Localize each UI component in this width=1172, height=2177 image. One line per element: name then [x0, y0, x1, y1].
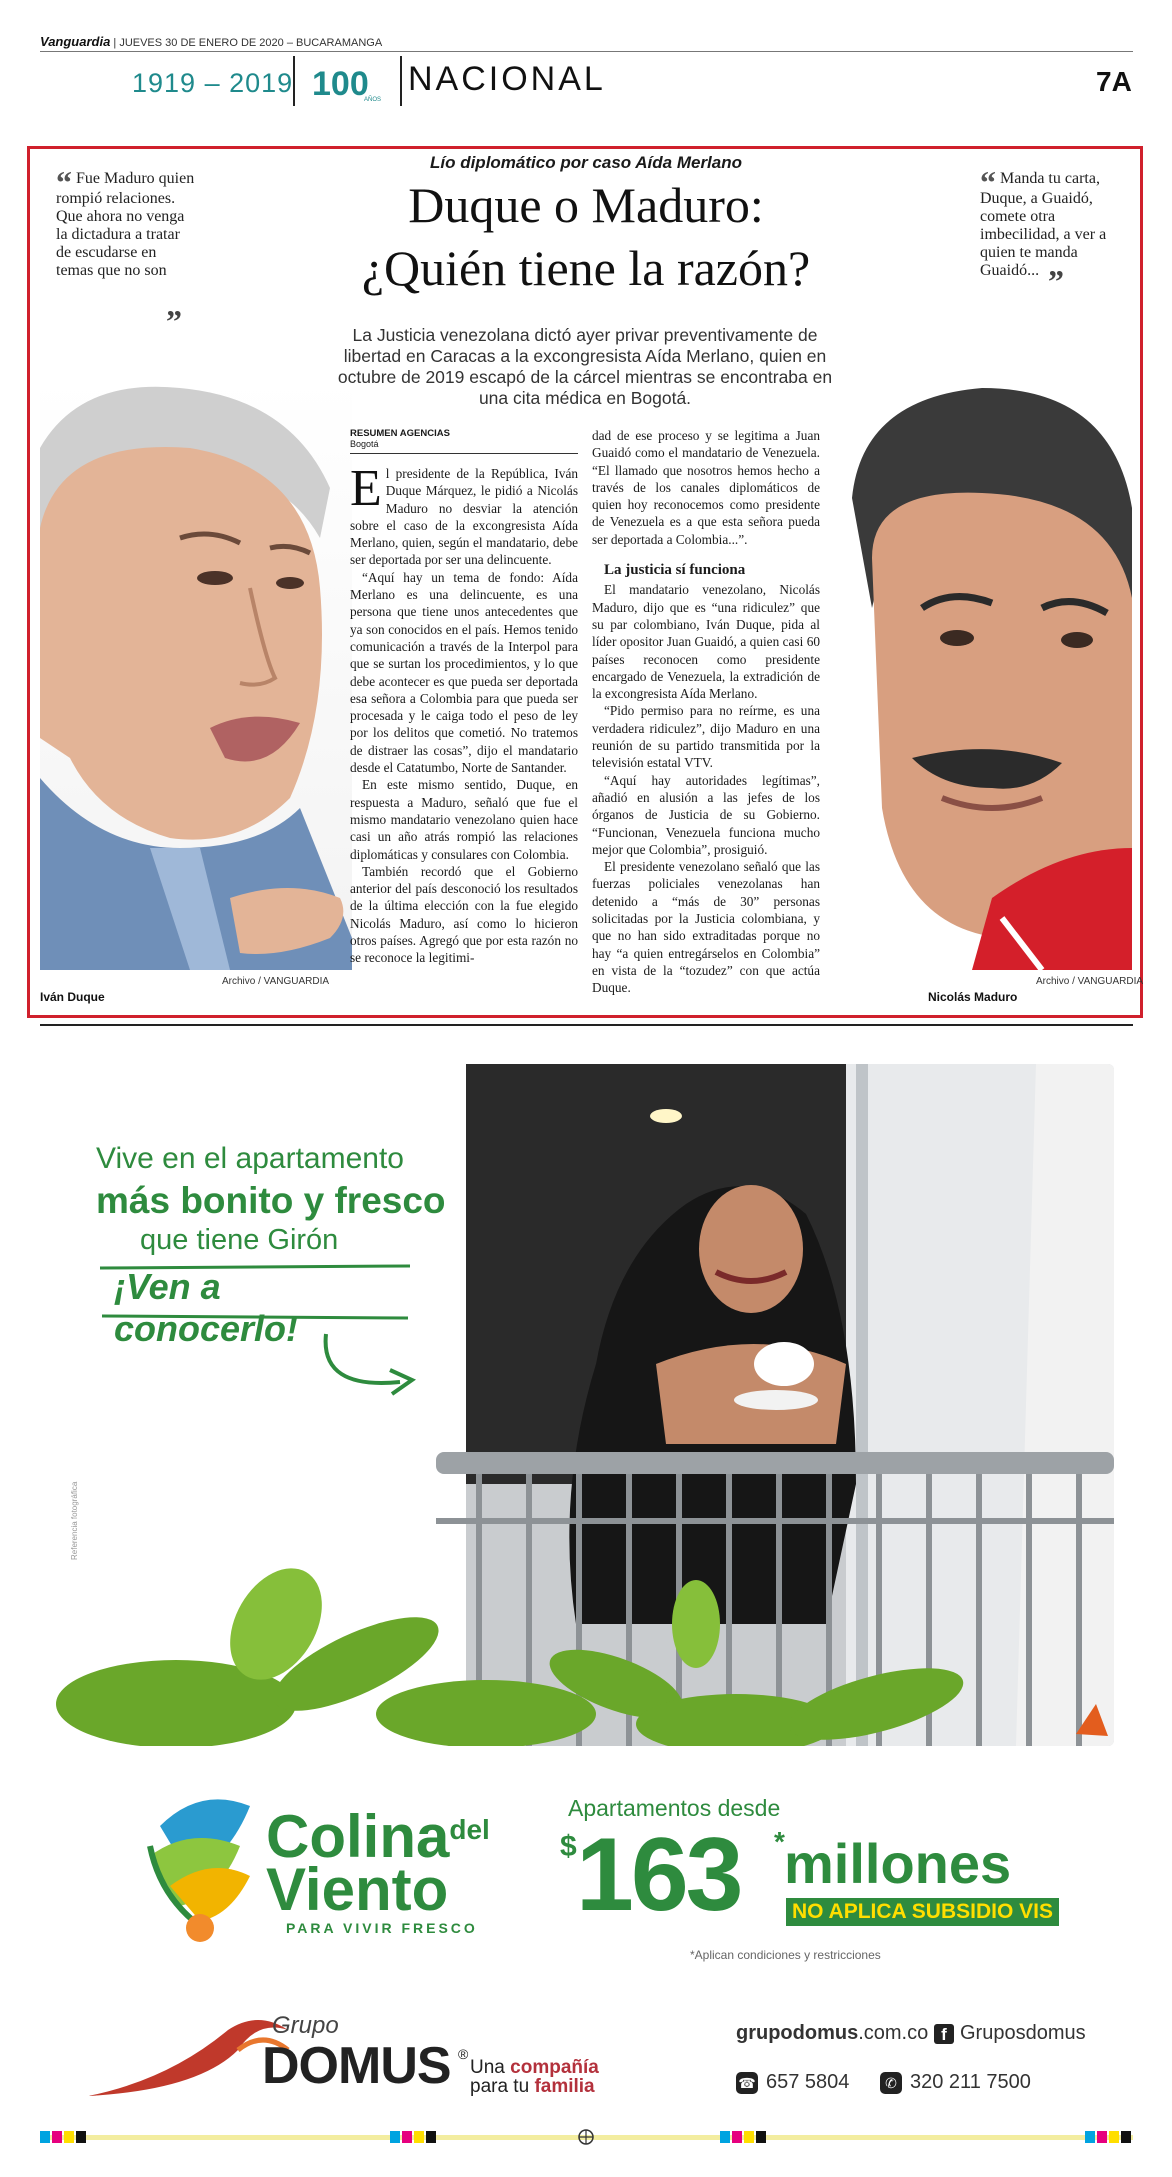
conditions-note: *Aplican condiciones y restricciones [690, 1948, 881, 1962]
paper-name: Vanguardia [40, 34, 111, 49]
header-divider [293, 56, 295, 106]
masthead: Vanguardia | JUEVES 30 DE ENERO DE 2020 – BUCARAMANGA [40, 34, 383, 49]
section-title: NACIONAL [408, 60, 606, 98]
developer-grupo: Grupo [272, 2012, 339, 2039]
article-column-2 [592, 427, 820, 997]
developer-slogan: Una compañía para tu familia [470, 2057, 599, 2097]
article-paragraph: “Pido permiso para no reírme, es una verdadera ridiculez”, dijo Maduro en una reunión de su partido transmitida por la televisión estatal VTV. [592, 703, 820, 771]
open-quote-icon: “ [56, 164, 72, 200]
ad-cta-text: ¡Ven a conocerlo! [114, 1266, 299, 1349]
brand-name-line-1: Colina$^{del}$ [266, 1803, 490, 1870]
header-rule [40, 51, 1133, 52]
article-kicker: Lío diplomático por caso Aída Merlano [429, 153, 743, 172]
article-deck: La Justicia venezolana dictó ayer privar preventivamente de libertad en Caracas a la excongresista Aída Merlano, quien en octubre de 2019 escapó de la cárcel mientras se encontraba en una cita médica en Bogotá. [337, 325, 833, 408]
page-number: 7A [1096, 66, 1132, 97]
open-quote-icon: “ [980, 164, 996, 200]
photo-caption-right: Nicolás Maduro [928, 990, 1018, 1004]
byline-city: Bogotá [350, 439, 379, 449]
centenary-logo-icon [312, 63, 388, 103]
photo-caption-left: Iván Duque [40, 990, 105, 1004]
byline [350, 428, 578, 454]
photo-ivan-duque [40, 378, 352, 970]
website-link[interactable]: grupodomus.com.co [736, 2022, 929, 2044]
photo-credit-left: Archivo / VANGUARDIA [222, 976, 330, 987]
article-bottom-rule [40, 1024, 1133, 1026]
price-unit: millones [784, 1832, 1012, 1895]
facebook-icon: f [934, 2024, 954, 2044]
registered-mark: ® [458, 2046, 469, 2062]
print-color-bar [40, 2128, 1133, 2146]
pull-quote-right: “ Manda tu carta, Duque, a Guaidó, comete otra imbecilidad, a ver a quien te manda Guaidó... [980, 164, 1107, 279]
article-subhead: La justicia sí funciona [604, 562, 746, 579]
headline-line-2: ¿Quién tiene la razón? [361, 240, 811, 296]
whatsapp-icon: ✆ [880, 2072, 902, 2094]
phone-whatsapp[interactable]: 320 211 7500 [910, 2071, 1031, 2093]
ad-cta-banner [96, 1262, 414, 1349]
close-quote-icon: ” [166, 303, 182, 339]
article-paragraph: “Aquí hay un tema de fondo: Aída Merlano es una delincuente, es una persona que tiene unos antecedentes que ya son conocidos en el país. Hemos tenido comunicación a través de la Interpol para que se surtan los procedimientos, y lo que debe acontecer es que pueda ser deportada esa señora a Colombia para que pueda ser procesada y le caiga todo el peso de ley por los delitos que cometió. No tratemos de distraer las cosas”, dijo el mandatario desde el Catatumbo, Norte de Santander. [350, 569, 578, 776]
anniversary-years: 1919 – 2019 [132, 68, 294, 98]
brand-tagline: PARA VIVIR FRESCO [286, 1920, 478, 1936]
article-paragraph: También recordó que el Gobierno anterior del país desconoció los resultados de la última elección con la fue elegido Nicolás Maduro, así como lo hicieron otros países. Agregó que por esta razón no se reconoce la legitimi- [350, 863, 578, 966]
article-paragraph: El mandatario venezolano, Nicolás Maduro, dijo que es “una ridiculez” que su par colombiano, Iván Duque, pida al líder opositor Juan Guaidó, a quien casi 60 países reconocen como presidente encargado de Venezuela, la extradición de la excongresista Aída Merlano. [592, 582, 820, 702]
price-asterisk: * [774, 1826, 785, 1857]
brand-name-line-2: Viento [266, 1856, 449, 1923]
ad-headline-line-1: Vive en el apartamento [96, 1142, 404, 1175]
phone-icon: ☎ [736, 2072, 758, 2094]
pull-quote-left: “ Fue Maduro quien rompió relaciones. Que ahora no venga la dictadura a tratar de escudarse en temas que no son [56, 164, 195, 279]
article-paragraph: “Aquí hay autoridades legítimas”, añadió en alusión a las jefes de los órganos de Justicia de su Gobierno. “Funcionan, Venezuela funciona mucho mejor que Colombia”, prosiguió. [592, 772, 820, 857]
phone-landline[interactable]: 657 5804 [766, 2071, 850, 2093]
centenary-logo-sub: AÑOS [364, 97, 382, 103]
photo-credit-right: Archivo / VANGUARDIA [1036, 976, 1144, 987]
colina-del-viento-logo-icon [140, 1786, 260, 1946]
article-headline [240, 174, 932, 300]
headline-line-1: Duque o Maduro: [408, 177, 764, 233]
article-paragraph: En este mismo sentido, Duque, en respuesta a Maduro, señaló que fue el mismo mandatario venezolano quien hace casi un año atrás rompió las relaciones diplomáticas y consulares con Colombia. [350, 777, 578, 862]
article-paragraph: El presidente venezolano señaló que las fuerzas policiales venezolanas han detenido a “más de 30” personas solicitadas por la Justicia colombiana, y que no han sido extraditadas porque no hay “a quien entregárselos en Colombia” en vista de la “tozudez” con que actúa Duque. [592, 859, 820, 996]
ad-photo-reference: Referencia fotográfica [70, 1481, 79, 1560]
close-quote-icon: ” [1048, 263, 1064, 299]
ad-headline-line-3: que tiene Girón [140, 1224, 339, 1256]
article-column-1 [350, 460, 578, 967]
price-value: 163 [576, 1817, 741, 1933]
photo-nicolas-maduro [832, 378, 1132, 970]
price-intro: Apartamentos desde [568, 1795, 781, 1821]
ad-headline-line-2: más bonito y fresco [96, 1180, 446, 1221]
developer-name: DOMUS [262, 2037, 451, 2095]
article-paragraph: El presidente de la República, Iván Duque Márquez, le pidió a Nicolás Maduro no desviar la atención sobre el caso de la excongresista Aída Merlano, quien, según el mandatario, debe ser deportada por ser una delincuente. [350, 460, 578, 568]
dateline: JUEVES 30 DE ENERO DE 2020 – BUCARAMANGA [119, 37, 383, 49]
curved-arrow-icon [320, 1330, 440, 1400]
drop-cap: E [350, 460, 382, 517]
byline-agency: RESUMEN AGENCIAS [350, 428, 450, 439]
header-divider [400, 56, 402, 106]
no-subsidy-badge: NO APLICA SUBSIDIO VIS [786, 1898, 1059, 1926]
centenary-logo-number: 100 [312, 65, 369, 103]
facebook-handle[interactable]: Gruposdomus [960, 2022, 1086, 2044]
price-currency: $ [560, 1830, 577, 1863]
article-paragraph: dad de ese proceso y se legitima a Juan Guaidó como el mandatario de Venezuela. “El llamado que nosotros hemos hecho a través de los canales diplomáticos de quien hoy reconocemos como presidente de Venezuela es a que esta señora pueda ser deportada a Colombia...”. [592, 428, 820, 547]
